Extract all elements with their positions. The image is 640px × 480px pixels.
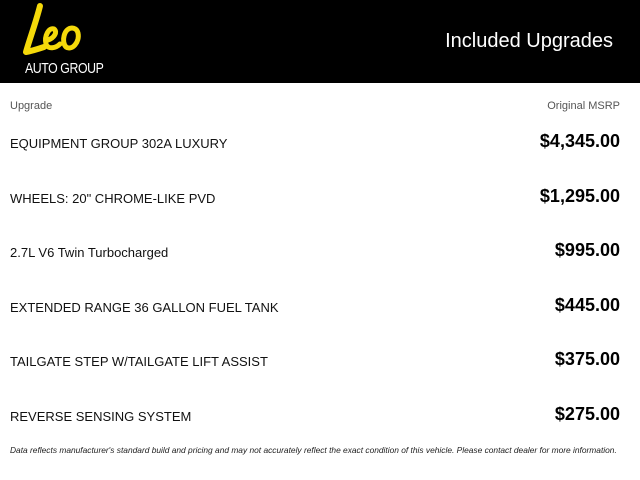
page-title: Included Upgrades <box>445 30 613 52</box>
column-header-upgrade: Upgrade <box>10 100 53 112</box>
leo-auto-group-logo <box>18 2 104 80</box>
table-header <box>10 100 620 114</box>
upgrade-name: EXTENDED RANGE 36 GALLON FUEL TANK <box>10 299 279 315</box>
upgrade-price: $275.00 <box>554 403 620 424</box>
upgrade-name: 2.7L V6 Twin Turbocharged <box>10 245 169 261</box>
table-row <box>10 236 620 291</box>
table-row <box>10 127 620 182</box>
upgrade-name: REVERSE SENSING SYSTEM <box>10 408 192 424</box>
upgrade-name: WHEELS: 20" CHROME-LIKE PVD <box>10 190 216 206</box>
table-row <box>10 291 620 346</box>
upgrade-price: $1,295.00 <box>539 185 620 206</box>
table-row <box>10 182 620 237</box>
upgrades-list <box>10 127 620 455</box>
upgrade-price: $375.00 <box>554 349 620 370</box>
column-header-msrp: Original MSRP <box>547 100 620 112</box>
upgrade-price: $995.00 <box>554 240 620 261</box>
upgrade-price: $445.00 <box>554 294 620 315</box>
upgrade-name: EQUIPMENT GROUP 302A LUXURY <box>10 136 228 151</box>
table-row <box>10 345 620 400</box>
upgrade-name: TAILGATE STEP W/TAILGATE LIFT ASSIST <box>10 354 268 370</box>
header-bar <box>0 0 640 83</box>
logo-subtitle: AUTO GROUP <box>25 60 104 77</box>
leo-script-logo <box>18 2 94 64</box>
disclaimer-text: Data reflects manufacturer's standard build and pricing and may not accurately reflect the exact condition of this vehicle. Please contact dealer for more information. <box>10 445 617 455</box>
upgrade-price: $4,345.00 <box>539 131 620 151</box>
